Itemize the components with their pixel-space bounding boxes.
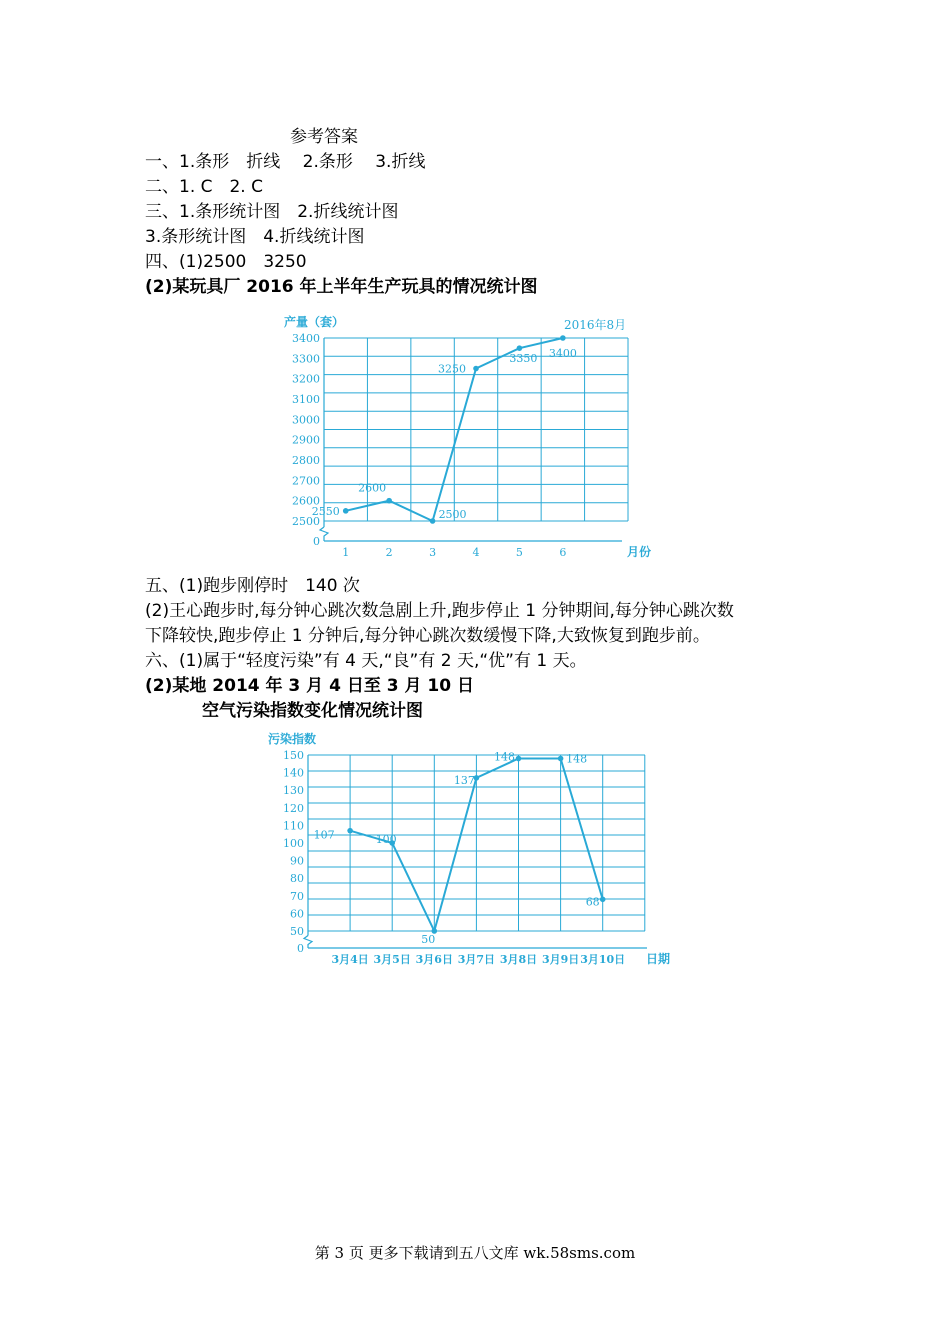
data-label: 50 <box>421 933 436 946</box>
chart2-caption-line1: (2)某地 2014 年 3 月 4 日至 3 月 10 日 <box>145 676 475 696</box>
data-label: 107 <box>313 828 335 842</box>
y-tick-label: 80 <box>290 872 304 886</box>
pollution-line-chart <box>268 717 680 967</box>
page-footer: 第 3 页 更多下载请到五八文库 wk.58sms.com <box>314 1244 636 1262</box>
y-tick-label: 2500 <box>292 515 320 528</box>
answer-line-3: 三、1.条形统计图 2.折线统计图 <box>145 202 399 222</box>
x-axis-title: 日期 <box>646 952 671 966</box>
x-tick-label: 3月8日 <box>499 953 538 966</box>
x-tick-label: 5 <box>515 546 523 559</box>
y-tick-label: 2700 <box>292 474 320 488</box>
data-label: 3250 <box>438 362 467 376</box>
x-axis-title: 月份 <box>627 545 652 559</box>
y-tick-label: 2800 <box>292 454 320 467</box>
y-tick-label: 120 <box>283 801 304 815</box>
data-label: 3350 <box>509 352 538 366</box>
answer-line-4: 3.条形统计图 4.折线统计图 <box>145 227 365 247</box>
y-axis-title: 产量（套） <box>284 315 345 329</box>
data-label: 3400 <box>548 347 577 360</box>
x-tick-label: 3月7日 <box>457 953 496 966</box>
x-tick-label: 1 <box>342 546 350 559</box>
data-point <box>473 366 479 372</box>
y-tick-label: 130 <box>283 784 304 798</box>
data-point <box>430 518 436 524</box>
x-tick-label: 3 <box>429 546 437 559</box>
y-axis-title: 污染指数 <box>268 732 317 746</box>
y-tick-label: 50 <box>290 925 304 938</box>
answer-line-2: 二、1. C 2. C <box>145 177 263 197</box>
y-tick-label: 90 <box>290 854 304 868</box>
data-label: 2550 <box>311 504 340 518</box>
x-tick-label: 6 <box>559 546 567 559</box>
data-point <box>516 756 522 762</box>
y-tick-label: 3000 <box>292 413 320 427</box>
answer-line-6: 五、(1)跑步刚停时 140 次 <box>145 576 360 596</box>
axis-break <box>304 936 312 949</box>
data-label: 100 <box>375 833 397 846</box>
data-point <box>347 828 353 834</box>
y-tick-label: 3200 <box>292 372 320 386</box>
answer-line-1: 一、1.条形 折线 2.条形 3.折线 <box>145 152 426 172</box>
y-tick-label: 0 <box>297 942 304 955</box>
answer-line-5: 四、(1)2500 3250 <box>145 252 307 272</box>
y-tick-label: 3300 <box>292 352 320 366</box>
data-label: 68 <box>585 895 600 909</box>
data-label: 2600 <box>358 481 387 495</box>
data-label: 148 <box>566 752 588 766</box>
y-tick-label: 2600 <box>292 494 320 508</box>
data-point <box>558 756 564 762</box>
data-label: 148 <box>494 750 515 764</box>
x-tick-label: 3月10日 <box>580 953 626 966</box>
answer-line-9: 六、(1)属于“轻度污染”有 4 天,“良”有 2 天,“优”有 1 天。 <box>145 651 587 671</box>
y-tick-label: 70 <box>290 889 304 903</box>
axis-break <box>320 527 328 541</box>
y-tick-label: 60 <box>290 907 304 921</box>
y-tick-label: 3100 <box>292 393 320 406</box>
answer-line-7: (2)王心跑步时,每分钟心跳次数急剧上升,跑步停止 1 分钟期间,每分钟心跳次数 <box>145 601 734 621</box>
y-tick-label: 0 <box>313 535 320 548</box>
data-point <box>560 335 566 341</box>
data-label: 2500 <box>438 508 467 521</box>
y-tick-label: 100 <box>283 837 304 850</box>
chart1-caption: (2)某玩具厂 2016 年上半年生产玩具的情况统计图 <box>145 277 538 297</box>
y-tick-label: 2900 <box>292 433 320 447</box>
data-point <box>343 508 349 514</box>
x-tick-label: 3月6日 <box>415 953 453 966</box>
doc-title: 参考答案 <box>290 127 358 147</box>
y-tick-label: 140 <box>283 766 304 780</box>
data-point <box>386 498 392 504</box>
data-label: 137 <box>453 773 475 787</box>
corner-note: 2016年8月 <box>564 318 627 332</box>
x-tick-label: 3月4日 <box>331 953 369 966</box>
y-tick-label: 110 <box>283 819 304 833</box>
x-tick-label: 2 <box>385 546 393 559</box>
x-tick-label: 4 <box>472 546 480 559</box>
x-tick-label: 3月9日 <box>541 953 580 966</box>
y-tick-label: 3400 <box>292 332 320 345</box>
y-tick-label: 150 <box>283 749 304 762</box>
x-tick-label: 3月5日 <box>373 953 411 966</box>
chart2-caption-line2: 空气污染指数变化情况统计图 <box>202 701 423 721</box>
answer-line-8: 下降较快,跑步停止 1 分钟后,每分钟心跳次数缓慢下降,大致恢复到跑步前。 <box>145 626 710 646</box>
data-point <box>517 345 523 351</box>
production-line-chart <box>280 295 680 565</box>
data-point <box>600 897 606 903</box>
